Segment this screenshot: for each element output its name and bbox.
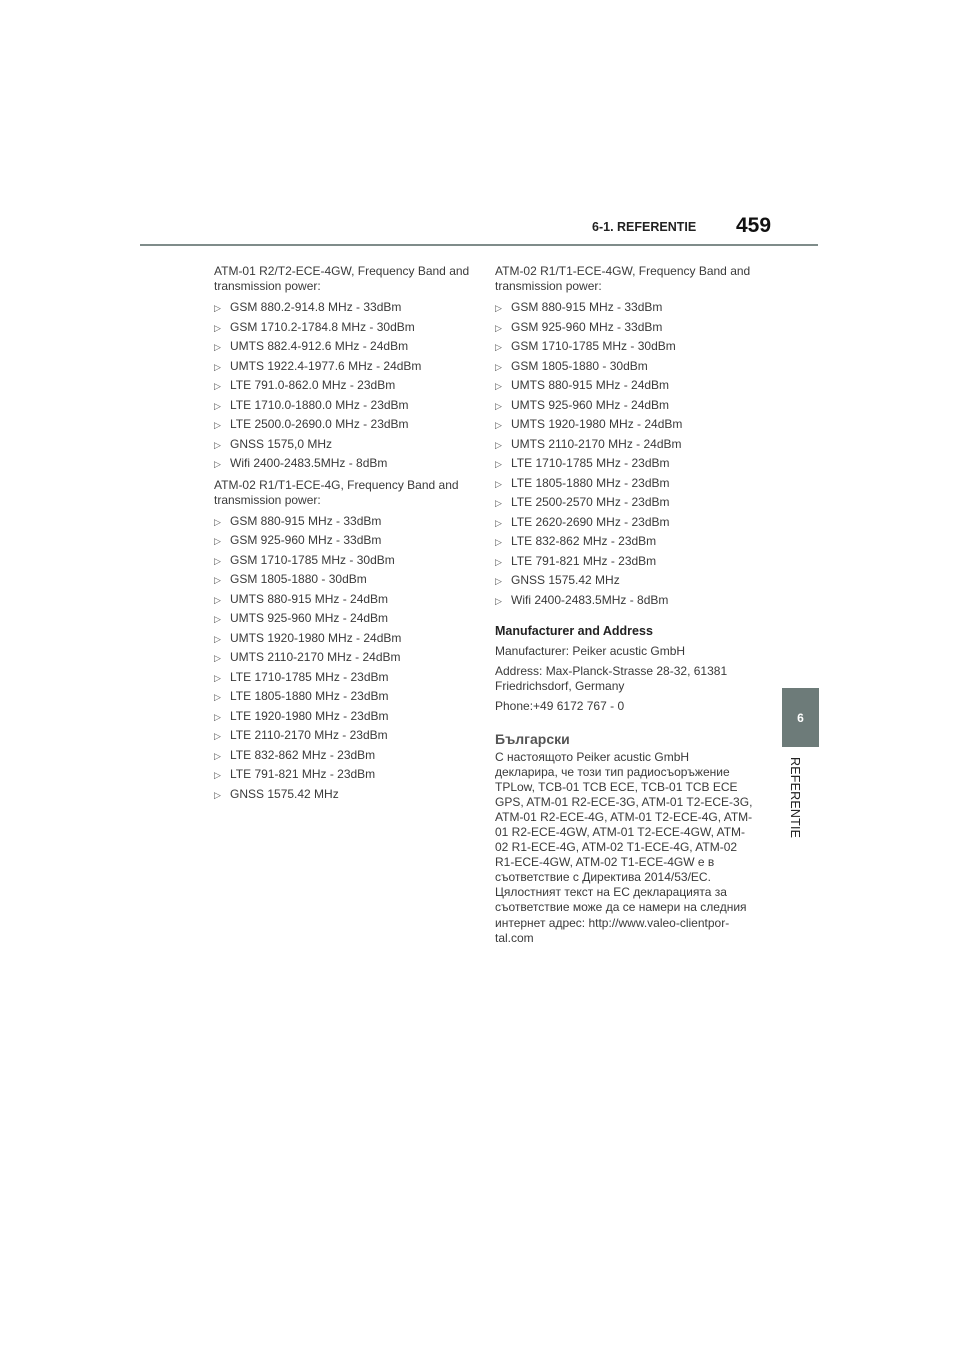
list-item-text: GNSS 1575.42 MHz <box>511 573 620 587</box>
list-item <box>495 493 757 513</box>
list-item <box>214 337 476 357</box>
triangle-bullet-icon: ▷ <box>214 381 221 391</box>
triangle-bullet-icon: ▷ <box>495 342 502 352</box>
bullet-list <box>495 298 757 610</box>
list-item <box>214 648 476 668</box>
phone-text: Phone:+49 6172 767 - 0 <box>495 698 625 713</box>
list-item-text: UMTS 1922.4-1977.6 MHz - 24dBm <box>230 358 422 373</box>
list-item-text: LTE 2620-2690 MHz - 23dBm <box>511 514 670 529</box>
chapter-tab[interactable] <box>782 688 819 747</box>
right-column <box>495 264 757 946</box>
list-item-text: LTE 791-821 MHz - 23dBm <box>511 553 657 568</box>
list-item <box>214 570 476 590</box>
bullet-list <box>214 298 476 474</box>
list-item-text: UMTS 925-960 MHz - 24dBm <box>511 397 670 412</box>
triangle-bullet-icon: ▷ <box>214 361 221 372</box>
list-item <box>214 726 476 746</box>
triangle-bullet-icon: ▷ <box>495 303 502 313</box>
list-item-text: UMTS 1920-1980 MHz - 24dBm <box>511 417 683 431</box>
list-item-text: LTE 791-821 MHz - 23dBm <box>230 767 376 781</box>
list-item <box>495 513 757 533</box>
triangle-bullet-icon: ▷ <box>214 342 221 352</box>
triangle-bullet-icon: ▷ <box>495 537 502 547</box>
list-item-text: GNSS 1575,0 MHz <box>230 436 333 451</box>
manufacturer-text: Manufacturer: Peiker acustic GmbH <box>495 643 686 658</box>
list-item-text: LTE 791.0-862.0 MHz - 23dBm <box>230 378 396 392</box>
list-item-text: LTE 832-862 MHz - 23dBm <box>511 534 657 548</box>
list-item-text: UMTS 925-960 MHz - 24dBm <box>230 611 389 625</box>
list-item-text: LTE 832-862 MHz - 23dBm <box>230 747 376 762</box>
list-item-text: UMTS 880-915 MHz - 24dBm <box>230 591 389 606</box>
list-item <box>214 609 476 629</box>
list-item <box>495 318 757 338</box>
list-item-text: LTE 1805-1880 MHz - 23dBm <box>230 689 389 703</box>
list-item <box>214 357 476 377</box>
triangle-bullet-icon: ▷ <box>495 400 502 411</box>
list-item <box>495 376 757 396</box>
list-item <box>214 376 476 396</box>
list-item-text: LTE 1710-1785 MHz - 23dBm <box>511 456 670 470</box>
triangle-bullet-icon: ▷ <box>214 672 221 683</box>
list-item <box>495 415 757 435</box>
list-item-text: GSM 1710-1785 MHz - 30dBm <box>511 339 676 353</box>
triangle-bullet-icon: ▷ <box>214 789 221 800</box>
list-item <box>495 454 757 474</box>
triangle-bullet-icon: ▷ <box>214 459 221 469</box>
list-item-text: LTE 1920-1980 MHz - 23dBm <box>230 708 389 723</box>
triangle-bullet-icon: ▷ <box>214 653 221 663</box>
list-item-text: Wifi 2400-2483.5MHz - 8dBm <box>230 456 388 470</box>
block-title: ATM-02 R1/T1-ECE-4G, Frequency Band and transmission power: <box>214 477 459 507</box>
triangle-bullet-icon: ▷ <box>495 595 502 606</box>
triangle-bullet-icon: ▷ <box>214 400 221 411</box>
list-item <box>214 746 476 766</box>
list-item-text: UMTS 1920-1980 MHz - 24dBm <box>230 630 402 645</box>
triangle-bullet-icon: ▷ <box>214 420 221 430</box>
list-item <box>214 435 476 455</box>
list-item <box>214 318 476 338</box>
list-item <box>214 415 476 435</box>
list-item-text: GSM 1710-1785 MHz - 30dBm <box>230 552 395 567</box>
list-item <box>495 571 757 591</box>
chapter-label: REFERENTIE <box>788 757 802 839</box>
triangle-bullet-icon: ▷ <box>214 711 221 722</box>
triangle-bullet-icon: ▷ <box>214 594 221 605</box>
list-item <box>495 474 757 494</box>
list-item <box>495 532 757 552</box>
list-item-text: Wifi 2400-2483.5MHz - 8dBm <box>511 592 669 607</box>
list-item <box>495 435 757 455</box>
list-item-text: GSM 880-915 MHz - 33dBm <box>230 513 382 528</box>
triangle-bullet-icon: ▷ <box>495 322 502 333</box>
list-item <box>214 687 476 707</box>
list-item-text: LTE 1710-1785 MHz - 23dBm <box>230 669 389 684</box>
list-item-text: LTE 2500-2570 MHz - 23dBm <box>511 495 670 509</box>
list-item-text: UMTS 2110-2170 MHz - 24dBm <box>230 650 401 664</box>
list-item-text: GSM 880-915 MHz - 33dBm <box>511 300 663 314</box>
triangle-bullet-icon: ▷ <box>214 633 221 644</box>
list-item <box>214 454 476 474</box>
list-item-text: GSM 925-960 MHz - 33dBm <box>511 319 663 334</box>
triangle-bullet-icon: ▷ <box>214 536 221 546</box>
list-item-text: LTE 1805-1880 MHz - 23dBm <box>511 475 670 490</box>
triangle-bullet-icon: ▷ <box>495 420 502 430</box>
triangle-bullet-icon: ▷ <box>214 303 221 313</box>
bulgarian-text: С настоящото Peiker acustic GmbH декларира, че този тип радиосъоръжение TPLow, TCB-01 TCB ECE, TCB-01 TCB ECE GPS, ATM-01 R2-ECE-3G, ATM-01 T2-ECE-3G, ATM-01 R2-ECE-4G, ATM-01 T2-ECE-4G, ATM-01 R2-ECE-4GW, ATM-01 T2-ECE-4GW, ATM-02 R1-ECE-4G, ATM-02 T1-ECE-4G, ATM-02 R1-ECE-4GW, ATM-02 T1-ECE-4GW е в съответствие с Директива 2014/53/EC. Цялостният текст на ЕС декларацията за съответствие може да се намери на следния интернет адрес: http://www.valeo-clientpor-tal.com <box>495 749 753 945</box>
triangle-bullet-icon: ▷ <box>214 750 221 761</box>
list-item-text: GSM 1710.2-1784.8 MHz - 30dBm <box>230 319 415 334</box>
list-item <box>214 551 476 571</box>
list-item-text: GSM 925-960 MHz - 33dBm <box>230 533 382 547</box>
page-number: 459 <box>736 214 772 237</box>
list-item-text: LTE 1710.0-1880.0 MHz - 23dBm <box>230 397 409 412</box>
triangle-bullet-icon: ▷ <box>495 517 502 528</box>
list-item-text: LTE 2500.0-2690.0 MHz - 23dBm <box>230 417 409 431</box>
triangle-bullet-icon: ▷ <box>214 439 221 450</box>
list-item-text: UMTS 882.4-912.6 MHz - 24dBm <box>230 339 409 353</box>
triangle-bullet-icon: ▷ <box>214 575 221 585</box>
triangle-bullet-icon: ▷ <box>495 478 502 489</box>
list-item <box>214 707 476 727</box>
list-item <box>495 357 757 377</box>
triangle-bullet-icon: ▷ <box>214 731 221 741</box>
list-item <box>495 396 757 416</box>
triangle-bullet-icon: ▷ <box>495 381 502 391</box>
triangle-bullet-icon: ▷ <box>214 555 221 566</box>
bullet-list <box>214 512 476 805</box>
list-item <box>214 668 476 688</box>
triangle-bullet-icon: ▷ <box>495 439 502 450</box>
list-item <box>495 591 757 611</box>
manufacturer-heading: Manufacturer and Address <box>495 624 653 638</box>
triangle-bullet-icon: ▷ <box>495 459 502 469</box>
triangle-bullet-icon: ▷ <box>214 770 221 780</box>
list-item-text: GSM 1805-1880 - 30dBm <box>230 572 367 586</box>
list-item <box>214 765 476 785</box>
list-item <box>214 298 476 318</box>
triangle-bullet-icon: ▷ <box>495 556 502 567</box>
list-item-text: GNSS 1575.42 MHz <box>230 786 339 801</box>
triangle-bullet-icon: ▷ <box>214 322 221 333</box>
section-title: 6-1. REFERENTIE <box>592 220 697 234</box>
left-column <box>214 264 476 804</box>
triangle-bullet-icon: ▷ <box>495 361 502 372</box>
triangle-bullet-icon: ▷ <box>214 614 221 624</box>
triangle-bullet-icon: ▷ <box>214 516 221 527</box>
bulgarian-heading: Български <box>495 730 570 747</box>
list-item <box>214 512 476 532</box>
list-item-text: LTE 2110-2170 MHz - 23dBm <box>230 728 388 742</box>
list-item-text: UMTS 2110-2170 MHz - 24dBm <box>511 436 682 451</box>
list-item <box>495 337 757 357</box>
chapter-number: 6 <box>797 710 804 725</box>
list-item <box>495 552 757 572</box>
list-item <box>214 531 476 551</box>
triangle-bullet-icon: ▷ <box>214 692 221 702</box>
triangle-bullet-icon: ▷ <box>495 576 502 586</box>
list-item-text: UMTS 880-915 MHz - 24dBm <box>511 378 670 392</box>
list-item <box>214 396 476 416</box>
address-text: Address: Max-Planck-Strasse 28-32, 61381 Friedrichsdorf, Germany <box>495 663 728 693</box>
list-item <box>214 629 476 649</box>
list-item <box>214 785 476 805</box>
header-divider <box>140 244 818 246</box>
list-item <box>214 590 476 610</box>
list-item-text: GSM 1805-1880 - 30dBm <box>511 358 648 373</box>
block-title: ATM-02 R1/T1-ECE-4GW, Frequency Band and transmission power: <box>495 264 751 293</box>
list-item <box>495 298 757 318</box>
triangle-bullet-icon: ▷ <box>495 498 502 508</box>
list-item-text: GSM 880.2-914.8 MHz - 33dBm <box>230 300 402 314</box>
block-title: ATM-01 R2/T2-ECE-4GW, Frequency Band and transmission power: <box>214 264 470 293</box>
